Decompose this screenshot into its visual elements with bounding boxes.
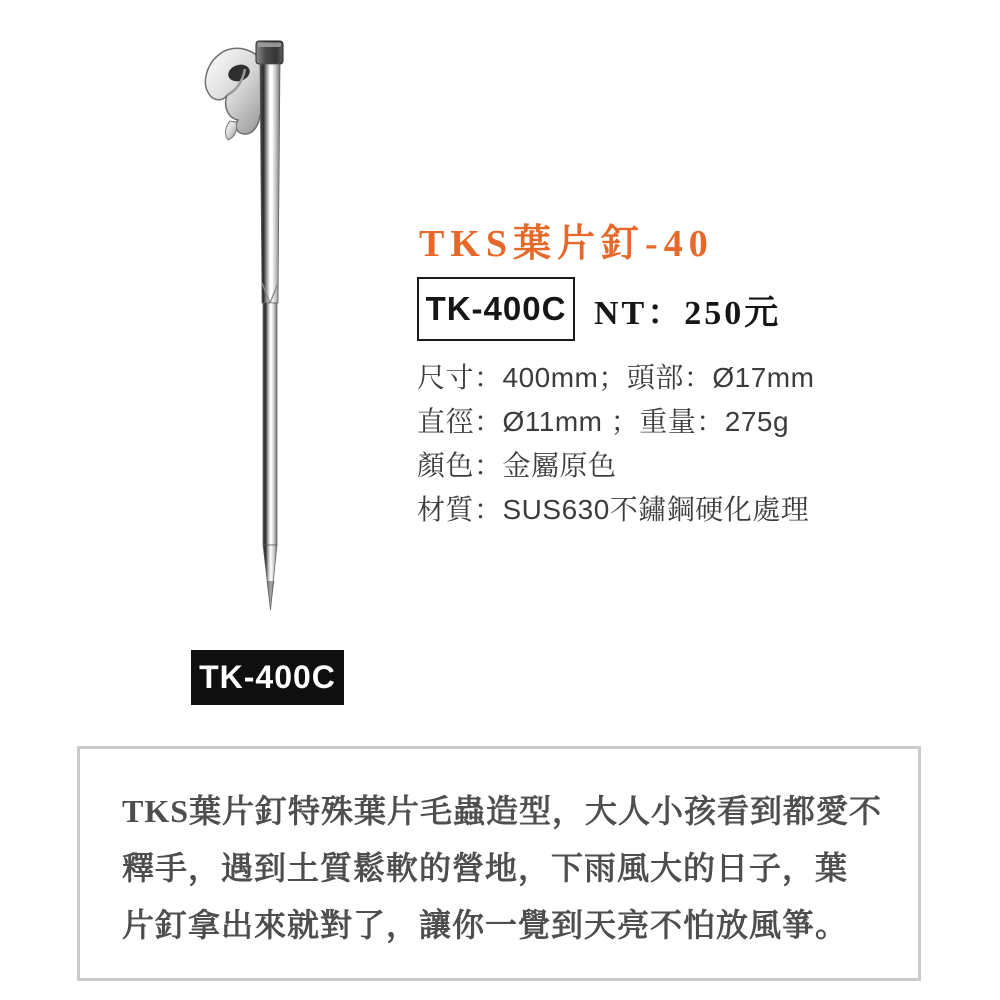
description-line: TKS葉片釘特殊葉片毛蟲造型，大人小孩看到都愛不 [122, 793, 883, 829]
description-box [77, 746, 921, 981]
model-number-label: TK-400C [425, 290, 567, 327]
model-badge [191, 650, 344, 705]
spec-line-size: 尺寸：400mm；頭部：Ø17mm [417, 362, 815, 393]
spec-list [417, 356, 814, 532]
description-line: 釋手，遇到土質鬆軟的營地，下雨風大的日子，葉 [122, 850, 849, 886]
description-line: 片釘拿出來就對了，讓你一覺到天亮不怕放風箏。 [122, 907, 849, 943]
stake-product-photo [190, 35, 350, 620]
stake-shaft [260, 64, 280, 610]
spec-line-color: 顏色：金屬原色 [417, 450, 617, 481]
model-badge-label: TK-400C [199, 659, 336, 695]
product-title: TKS葉片釘-40 [419, 223, 714, 265]
leaf-tail [226, 121, 237, 140]
model-number-box [417, 277, 575, 341]
stake-cap [256, 41, 283, 64]
spec-line-material: 材質：SUS630不鏽鋼硬化處理 [417, 494, 810, 525]
spec-line-diameter-weight: 直徑：Ø11mm ；重量：275g [417, 406, 790, 437]
price-text: NT：250元 [594, 294, 782, 332]
